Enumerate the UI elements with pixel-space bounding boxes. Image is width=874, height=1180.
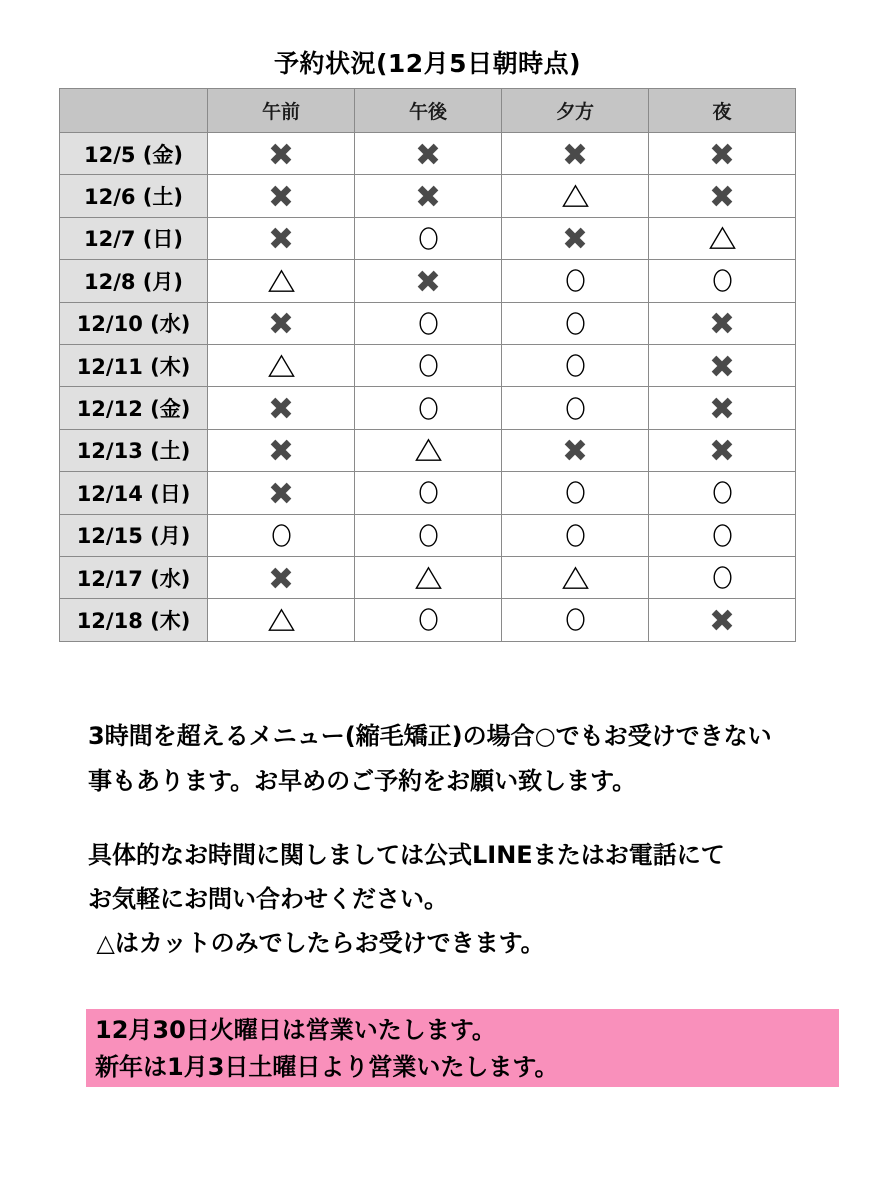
- x-mark-icon: [709, 607, 735, 633]
- row-date-label: 12/13 (土): [60, 429, 208, 471]
- slot-status-cell: [649, 599, 796, 641]
- table-row: [60, 260, 796, 302]
- corner-cell: [60, 89, 208, 133]
- slot-status-cell: [502, 556, 649, 598]
- table-row: [60, 514, 796, 556]
- circle-icon: [712, 565, 733, 590]
- x-mark-icon: [709, 437, 735, 463]
- circle-icon: [565, 353, 586, 378]
- circle-icon: [565, 311, 586, 336]
- slot-status-cell: [355, 599, 502, 641]
- col-header-morning: 午前: [208, 89, 355, 133]
- x-mark-icon: [415, 141, 441, 167]
- circle-icon: [418, 353, 439, 378]
- slot-status-cell: [649, 429, 796, 471]
- col-header-night: 夜: [649, 89, 796, 133]
- x-mark-icon: [268, 183, 294, 209]
- note-text-line: 3時間を超えるメニュー(縮毛矯正)の場合○でもお受けできない: [88, 722, 772, 750]
- circle-icon: [712, 480, 733, 505]
- table-row: [60, 556, 796, 598]
- triangle-icon: [268, 608, 295, 632]
- slot-status-cell: [208, 217, 355, 259]
- slot-status-cell: [355, 387, 502, 429]
- circle-icon: [565, 480, 586, 505]
- x-mark-icon: [268, 141, 294, 167]
- slot-status-cell: [208, 599, 355, 641]
- slot-status-cell: [355, 175, 502, 217]
- x-mark-icon: [562, 141, 588, 167]
- slot-status-cell: [208, 344, 355, 386]
- triangle-icon: [415, 438, 442, 462]
- x-mark-icon: [268, 565, 294, 591]
- header-row: [60, 89, 796, 133]
- x-mark-icon: [562, 437, 588, 463]
- slot-status-cell: [208, 260, 355, 302]
- slot-status-cell: [502, 175, 649, 217]
- slot-status-cell: [355, 429, 502, 471]
- table-row: [60, 302, 796, 344]
- banner-text-line: 12月30日火曜日は営業いたします。: [95, 1016, 496, 1044]
- circle-icon: [271, 523, 292, 548]
- slot-status-cell: [649, 344, 796, 386]
- slot-status-cell: [502, 387, 649, 429]
- circle-icon: [418, 396, 439, 421]
- holiday-schedule-banner: [86, 1009, 839, 1087]
- circle-icon: [712, 268, 733, 293]
- circle-icon: [418, 480, 439, 505]
- row-date-label: 12/5 (金): [60, 133, 208, 175]
- table-row: [60, 344, 796, 386]
- slot-status-cell: [502, 599, 649, 641]
- slot-status-cell: [355, 217, 502, 259]
- x-mark-icon: [268, 395, 294, 421]
- table-row: [60, 472, 796, 514]
- triangle-icon: [268, 354, 295, 378]
- slot-status-cell: [502, 344, 649, 386]
- slot-status-cell: [502, 429, 649, 471]
- row-date-label: 12/17 (水): [60, 556, 208, 598]
- row-date-label: 12/14 (日): [60, 472, 208, 514]
- triangle-icon: [709, 226, 736, 250]
- slot-status-cell: [649, 472, 796, 514]
- circle-icon: [565, 607, 586, 632]
- row-date-label: 12/12 (金): [60, 387, 208, 429]
- circle-icon: [418, 607, 439, 632]
- slot-status-cell: [355, 133, 502, 175]
- x-mark-icon: [709, 141, 735, 167]
- x-mark-icon: [415, 268, 441, 294]
- note-long-menu-warning: [88, 714, 848, 804]
- row-date-label: 12/8 (月): [60, 260, 208, 302]
- slot-status-cell: [649, 260, 796, 302]
- triangle-icon: [562, 184, 589, 208]
- slot-status-cell: [502, 217, 649, 259]
- slot-status-cell: [208, 175, 355, 217]
- slot-status-cell: [355, 556, 502, 598]
- slot-status-cell: [649, 302, 796, 344]
- row-date-label: 12/15 (月): [60, 514, 208, 556]
- slot-status-cell: [355, 514, 502, 556]
- triangle-icon: [562, 566, 589, 590]
- slot-status-cell: [649, 217, 796, 259]
- x-mark-icon: [268, 437, 294, 463]
- circle-icon: [565, 268, 586, 293]
- triangle-icon: [268, 269, 295, 293]
- slot-status-cell: [649, 133, 796, 175]
- slot-status-cell: [208, 514, 355, 556]
- slot-status-cell: [649, 556, 796, 598]
- slot-status-cell: [502, 514, 649, 556]
- triangle-icon: [415, 566, 442, 590]
- slot-status-cell: [208, 472, 355, 514]
- circle-icon: [565, 396, 586, 421]
- circle-icon: [418, 226, 439, 251]
- note-text-line: 事もあります。お早めのご予約をお願い致します。: [88, 767, 637, 795]
- page-title: 予約状況(12月5日朝時点): [273, 49, 582, 78]
- note-text-line: △はカットのみでしたらお受けできます。: [88, 929, 545, 957]
- table-row: [60, 599, 796, 641]
- slot-status-cell: [208, 387, 355, 429]
- slot-status-cell: [502, 472, 649, 514]
- row-date-label: 12/6 (土): [60, 175, 208, 217]
- slot-status-cell: [502, 302, 649, 344]
- reservation-status-table: [59, 88, 796, 642]
- table-row: [60, 175, 796, 217]
- slot-status-cell: [208, 302, 355, 344]
- slot-status-cell: [355, 472, 502, 514]
- x-mark-icon: [268, 480, 294, 506]
- row-date-label: 12/18 (木): [60, 599, 208, 641]
- circle-icon: [418, 523, 439, 548]
- x-mark-icon: [709, 353, 735, 379]
- slot-status-cell: [649, 175, 796, 217]
- slot-status-cell: [649, 514, 796, 556]
- col-header-afternoon: 午後: [355, 89, 502, 133]
- col-header-evening: 夕方: [502, 89, 649, 133]
- x-mark-icon: [562, 225, 588, 251]
- slot-status-cell: [208, 556, 355, 598]
- x-mark-icon: [415, 183, 441, 209]
- slot-status-cell: [355, 260, 502, 302]
- circle-icon: [565, 523, 586, 548]
- note-text-line: 具体的なお時間に関しましては公式LINEまたはお電話にて: [88, 841, 725, 869]
- table-row: [60, 133, 796, 175]
- slot-status-cell: [208, 133, 355, 175]
- table-row: [60, 429, 796, 471]
- circle-icon: [418, 311, 439, 336]
- slot-status-cell: [502, 133, 649, 175]
- note-text-line: お気軽にお問い合わせください。: [88, 885, 448, 913]
- table-row: [60, 387, 796, 429]
- note-contact-info: [88, 833, 848, 965]
- slot-status-cell: [649, 387, 796, 429]
- x-mark-icon: [709, 395, 735, 421]
- x-mark-icon: [709, 183, 735, 209]
- x-mark-icon: [268, 310, 294, 336]
- slot-status-cell: [208, 429, 355, 471]
- row-date-label: 12/7 (日): [60, 217, 208, 259]
- banner-text-line: 新年は1月3日土曜日より営業いたします。: [95, 1053, 559, 1081]
- slot-status-cell: [502, 260, 649, 302]
- circle-icon: [712, 523, 733, 548]
- slot-status-cell: [355, 344, 502, 386]
- slot-status-cell: [355, 302, 502, 344]
- row-date-label: 12/10 (水): [60, 302, 208, 344]
- row-date-label: 12/11 (木): [60, 344, 208, 386]
- x-mark-icon: [709, 310, 735, 336]
- x-mark-icon: [268, 225, 294, 251]
- table-row: [60, 217, 796, 259]
